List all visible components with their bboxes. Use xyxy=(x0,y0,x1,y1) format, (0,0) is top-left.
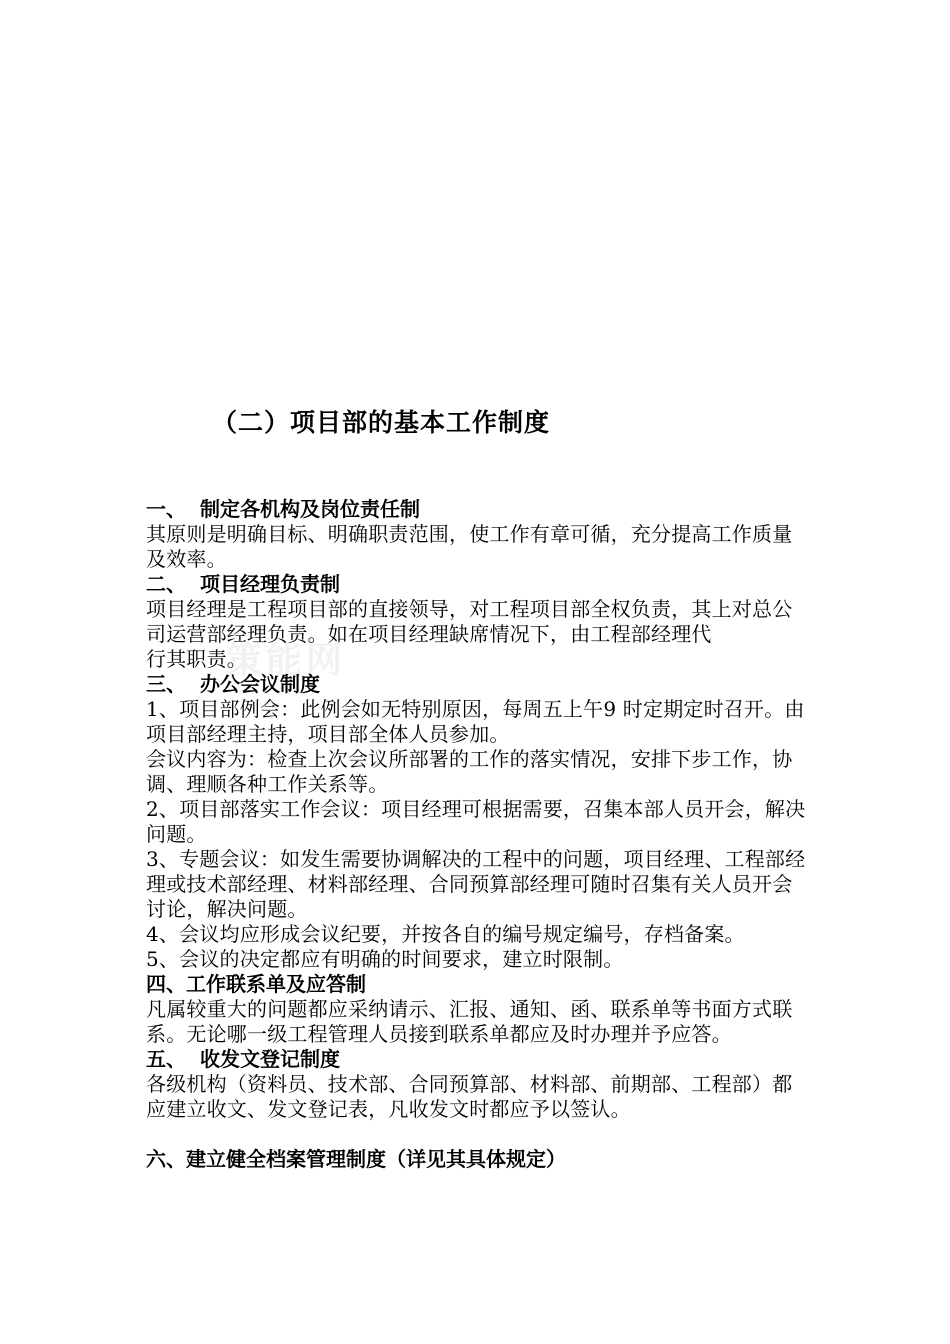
section-title: 办公会议制度 xyxy=(200,672,320,696)
spacer xyxy=(146,1122,806,1147)
section-heading xyxy=(146,572,806,597)
section-title: 制定各机构及岗位责任制 xyxy=(200,497,420,521)
section-heading xyxy=(146,972,806,997)
section-paragraph: 5、会议的决定都应有明确的时间要求，建立时限制。 xyxy=(146,947,624,971)
section-heading xyxy=(146,1047,806,1072)
section-heading xyxy=(146,1147,806,1172)
section-title: 收发文登记制度 xyxy=(200,1047,340,1071)
section-paragraph: 各级机构（资料员、技术部、合同预算部、材料部、前期部、工程部）都应建立收文、发文登记表，凡收发文时都应予以签认。 xyxy=(146,1072,793,1121)
section-number: 一、 xyxy=(146,497,186,521)
section-heading xyxy=(146,672,806,697)
section-title: 项目经理负责制 xyxy=(200,572,340,596)
section-paragraph: 1、项目部例会：此例会如无特别原因，每周五上午9 时定期定时召开。由项目部经理主持，项目部全体人员参加。 xyxy=(146,697,805,746)
section-title: 建立健全档案管理制度（详见其具体规定） xyxy=(186,1147,566,1171)
section-number: 五、 xyxy=(146,1047,186,1071)
watermark-text: 策能网 xyxy=(226,639,347,681)
section-paragraph: 凡属较重大的问题都应采纳请示、汇报、通知、函、联系单等书面方式联系。无论哪一级工程管理人员接到联系单都应及时办理并予应答。 xyxy=(146,997,793,1046)
section-paragraph: 2、项目部落实工作会议：项目经理可根据需要，召集本部人员开会，解决问题。 xyxy=(146,797,806,846)
section-paragraph: 4、会议均应形成会议纪要，并按各自的编号规定编号，存档备案。 xyxy=(146,922,745,946)
section-paragraph: 3、专题会议：如发生需要协调解决的工程中的问题，项目经理、工程部经理或技术部经理、材料部经理、合同预算部经理可随时召集有关人员开会讨论，解决问题。 xyxy=(146,847,806,921)
section-paragraph: 其原则是明确目标、明确职责范围，使工作有章可循，充分提高工作质量及效率。 xyxy=(146,522,793,571)
section-number: 六、 xyxy=(146,1147,186,1171)
section-title: 工作联系单及应答制 xyxy=(186,972,366,996)
section-paragraph: 项目经理是工程项目部的直接领导，对工程项目部全权负责，其上对总公司运营部经理负责。如在项目经理缺席情况下，由工程部经理代 xyxy=(146,597,793,646)
section-number: 二、 xyxy=(146,572,186,596)
document-body xyxy=(146,497,806,1172)
section-paragraph: 会议内容为：检查上次会议所部署的工作的落实情况，安排下步工作，协调、理顺各种工作关系等。 xyxy=(146,747,793,796)
section-number: 四、 xyxy=(146,972,186,996)
section-heading xyxy=(146,497,806,522)
document-title: （二）项目部的基本工作制度 xyxy=(212,408,551,437)
section-paragraph: 行其职责。 xyxy=(146,647,247,671)
section-number: 三、 xyxy=(146,672,186,696)
